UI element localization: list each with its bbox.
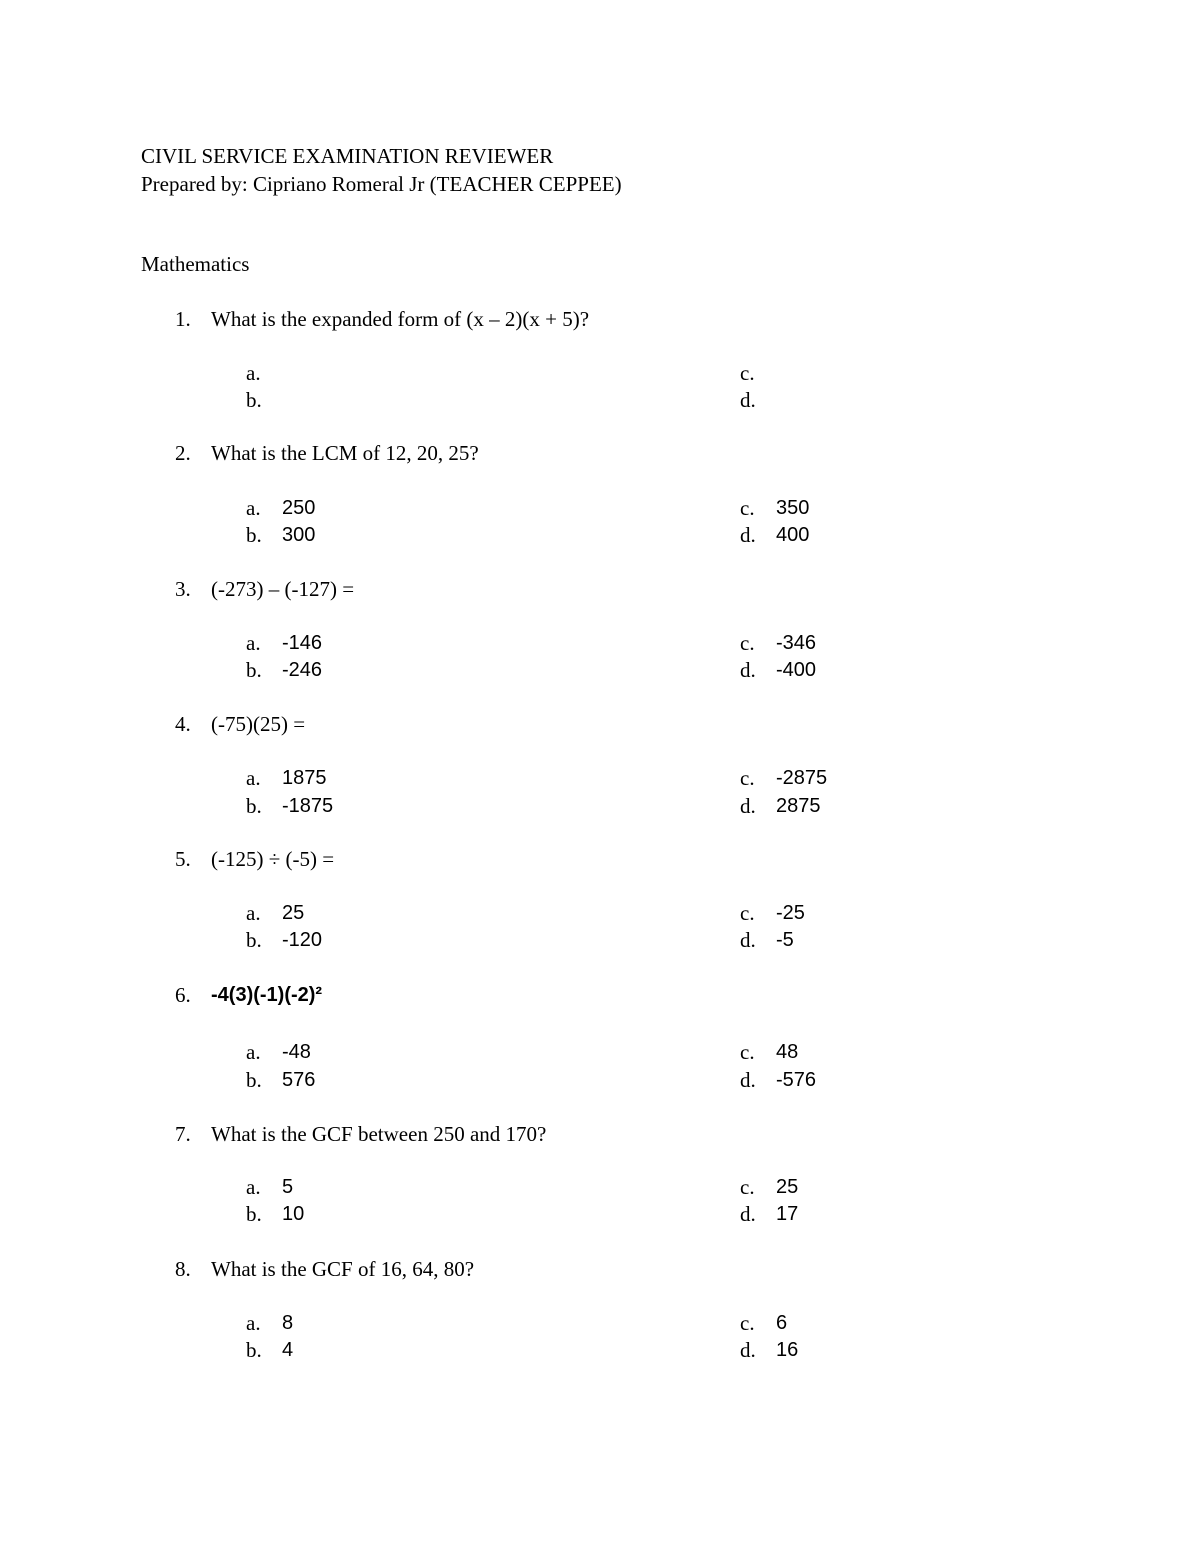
option-letter: c.	[740, 1175, 755, 1199]
option-letter: d.	[740, 1338, 756, 1362]
question-text: What is the LCM of 12, 20, 25?	[211, 441, 479, 465]
option-value: -246	[282, 659, 323, 681]
option-letter: d.	[740, 658, 756, 682]
option-value: 25	[776, 1176, 799, 1198]
option-letter: b.	[246, 1068, 262, 1092]
option-letter: d.	[740, 928, 756, 952]
option-letter: a.	[246, 496, 261, 520]
question-number: 1.	[175, 307, 191, 331]
option-value: 400	[776, 524, 810, 546]
option-value: 16	[776, 1339, 799, 1361]
option-letter: b.	[246, 928, 262, 952]
option-letter: a.	[246, 1040, 261, 1064]
option-letter: d.	[740, 1068, 756, 1092]
option-letter: c.	[740, 1311, 755, 1335]
question-number: 2.	[175, 441, 191, 465]
option-letter: d.	[740, 1202, 756, 1226]
option-letter: d.	[740, 523, 756, 547]
question-number: 4.	[175, 712, 191, 736]
option-value: 25	[282, 902, 305, 924]
option-value: 1875	[282, 767, 327, 789]
option-value: -146	[282, 632, 323, 654]
question-number: 7.	[175, 1122, 191, 1146]
option-letter: b.	[246, 794, 262, 818]
option-value: 350	[776, 497, 810, 519]
option-value: 8	[282, 1312, 294, 1334]
option-letter: d.	[740, 794, 756, 818]
option-value: 6	[776, 1312, 788, 1334]
option-letter: c.	[740, 1040, 755, 1064]
option-letter: a.	[246, 901, 261, 925]
option-letter: a.	[246, 766, 261, 790]
option-letter: c.	[740, 766, 755, 790]
option-value: -1875	[282, 795, 334, 817]
option-letter: a.	[246, 361, 261, 385]
section-title: Mathematics	[141, 252, 250, 276]
option-value: -346	[776, 632, 817, 654]
question-text: (-75)(25) =	[211, 712, 306, 736]
option-value: 250	[282, 497, 316, 519]
question-text: (-273) – (-127) =	[211, 577, 355, 601]
option-letter: b.	[246, 388, 262, 412]
option-letter: b.	[246, 523, 262, 547]
option-letter: a.	[246, 1175, 261, 1199]
question-text: What is the GCF of 16, 64, 80?	[211, 1257, 475, 1281]
option-value: -48	[282, 1041, 311, 1063]
question-number: 3.	[175, 577, 191, 601]
question-text: -4(3)(-1)(-2)²	[211, 984, 323, 1006]
option-value: 4	[282, 1339, 294, 1361]
option-value: 576	[282, 1069, 316, 1091]
option-letter: c.	[740, 631, 755, 655]
option-value: -576	[776, 1069, 817, 1091]
option-letter: b.	[246, 1338, 262, 1362]
option-letter: b.	[246, 1202, 262, 1226]
option-value: 300	[282, 524, 316, 546]
option-value: 5	[282, 1176, 294, 1198]
question-text: What is the GCF between 250 and 170?	[211, 1122, 547, 1146]
question-text: What is the expanded form of (x – 2)(x + 5)?	[211, 307, 590, 331]
option-letter: a.	[246, 1311, 261, 1335]
question-number: 6.	[175, 983, 191, 1007]
option-value: 10	[282, 1203, 305, 1225]
option-value: -120	[282, 929, 323, 951]
option-letter: b.	[246, 658, 262, 682]
option-letter: a.	[246, 631, 261, 655]
document-title: CIVIL SERVICE EXAMINATION REVIEWER	[141, 144, 554, 168]
option-letter: c.	[740, 901, 755, 925]
option-letter: c.	[740, 496, 755, 520]
option-value: 48	[776, 1041, 799, 1063]
option-value: -5	[776, 929, 794, 951]
question-text: (-125) ÷ (-5) =	[211, 847, 335, 871]
option-value: -2875	[776, 767, 828, 789]
option-value: -25	[776, 902, 805, 924]
option-letter: d.	[740, 388, 756, 412]
prepared-by: Prepared by: Cipriano Romeral Jr (TEACHER CEPPEE)	[141, 172, 622, 196]
option-value: 17	[776, 1203, 799, 1225]
option-value: -400	[776, 659, 817, 681]
option-value: 2875	[776, 795, 821, 817]
option-letter: c.	[740, 361, 755, 385]
question-number: 8.	[175, 1257, 191, 1281]
question-number: 5.	[175, 847, 191, 871]
